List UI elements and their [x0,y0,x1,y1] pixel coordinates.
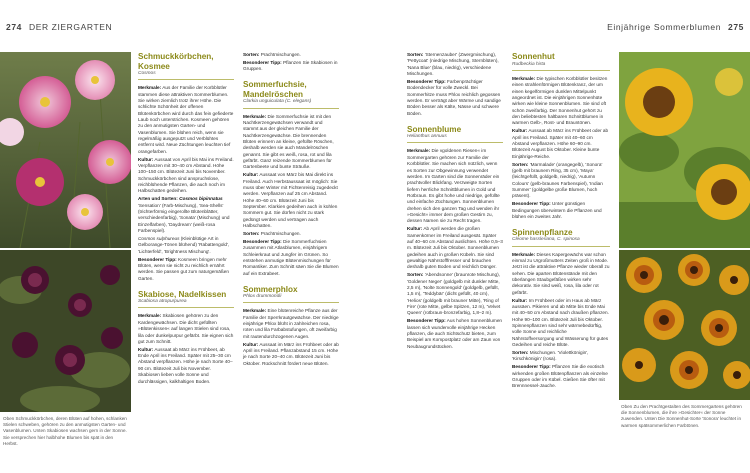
paragraph: Merkmale: Dieses Kapergewächs war schon einmal zu Urgroßmutters Zeiten groß in Mode. Jetzt ist die attraktive Pflanze wieder überall zu sehen. Die aparten Blütenstände mit den überlangen Staubgefäßen wirken sehr dekorativ. Sie sind weiß, rosa, lila oder rot gefärbt. [512,251,610,295]
scabiosa-heading [138,290,234,309]
cosmos-title: Schmuckkörbchen, Kosmee [138,52,214,71]
paragraph: Sorten: Mischungen. 'Violettkönigin', 'Kirschkönigin' (rosa). [512,349,589,362]
scabiosa-latin: Scabiosa atropurpurea [138,299,187,305]
paragraph: Merkmale: Die Sommerfuchsie ist mit den Nachtkerzengewächsen verwandt und stammt aus der gleichen Familie der Nachtkerzengewächse. Die brennenden Blüten erinnern an kleine, gefüllte Röschen, deshalb werden sie auch Mandelröschen genannt. Sie gibt es weiß, rosa, rot und lila gefärbt. Ganz reizende Sommerblumen für Gartenbeete und bunte Sträuße. [243,113,334,170]
clarkia-heading [243,80,339,108]
column-1 [138,52,234,386]
paragraph: Kultur: Ab April werden die großen Samenkörner im Freiland ausgesät. Später auf 40–60 cm Abstand auslichten. Höhe 0,5–3 m. Blütezeit Juli bis Oktober. Sonnenblumen gedeihen auch in großen Kübeln. Sie sind gewaltige Nährstofffresser und brauchen deshalb guten Boden und reichlich Dünger. [407,226,503,270]
right-page-header [607,22,744,32]
rudbeckia-latin: Rudbeckia hirta [512,61,546,67]
paragraph: Sorten: Prachtmischungen. [243,52,301,57]
paragraph: Besonderer Tipp: Aus hohen Sonnenblumen lassen sich wundervolle einjährige Hecken pflanzen, die auch Sichtschutz bieten, zum Beispiel am Kompostplatz oder am Zaun von Neubaugrundstücken. [407,318,503,349]
paragraph: Merkmale: Die typischen Korbblütler besitzen einen strahlenförmigen Blütenkranz, der um einen kegelförmigen dunklen Mittelpunkt angeordnet ist. Die einjährigen Sonnenhüte wirken wie kleine Sonnenblumen. Sie sind oft schön zweifarbig. Der Sonnenhut gehört zu den beliebtesten haltbaren Schnittblumen in warmen Gelb-, Rost- und Brauntönen. [512,75,608,126]
rudbeckia-heading [512,52,610,71]
rudbeckia-title: Sonnenhut [512,52,555,61]
section-rule [512,246,610,247]
paragraph: Merkmale: Eine blütenreiche Pflanze aus der Familie der Sperrkrautgewächse. Der niedrige einjährige Phlox blüht in zahlreichen rosa, roten und lila Farbabstufungen, oft zweifarbig mit rautendurchzogenen Augen. [243,308,339,339]
paragraph: Sorten: 'Abendsonne' (braunrote Mischung), 'Goldener Neger' (goldgelb mit dunkler Mitte, 2,5 m), 'Nolte Sonnengold' (goldgelb, gefüllt, 1,5 m), 'Teddybär' (dicht gefüllt, 40 cm), 'Helios' (goldgelb mit brauner Mitte), 'Ring of Fire' (rote Mitte, gelbe Spitzen, 12 m), 'Velvet Queen' (rotbraun-bronzefarbig, 1,8–2 m). [407,272,501,316]
paragraph: Sorten: Prachtmischungen. [243,230,301,236]
paragraph: Besonderer Tipp: Unter günstigen Bedingungen überwintern die Pflanzen und blühen ein zweites Jahr. [512,201,602,219]
paragraph: Merkmale: Skabiosen gehören zu den Kardengewächsen. Die dicht gefüllten »Blütenkissen« auf langen Stielen sind rosa, lila oder dunkelpurpur gefärbt. Sie eignen sich gut zum Schnitt. [138,313,234,344]
scabiosa-title: Skabiose, Nadelkissen [138,289,227,299]
sunflower-photo [619,52,750,248]
section-rule [243,108,339,109]
section-rule [243,302,339,303]
sunflower-heading [407,125,503,144]
right-photo-caption: Oben Zu den Prachtgestalten des Sommergartens gehören die Sonnenblumen, die ihre »Gesichter« der Sonne zuwenden. Unten Die Sonnenhut-Sorte 'Sonora' leuchtet in warmen spätsommerlichen Farbtönen. [621,404,742,428]
left-page-number: 274 [6,22,22,32]
paragraph: Besonderer Tipp: Kosmeen bringen mehr Blüten, wenn sie nicht zu reichlich ernährt werden. Sie passen gut zum naturgemäßen Garten. [138,256,229,281]
paragraph: Besonderer Tipp: Die Sommerfuchsien zusammen mit Atlasblumen, einjährigem Schleierkraut und Jungfer im Grünen. So entstehen anmutige Blütenmischungen für Romantiker. Zum Schnitt säen Sie die Blumen auf ein Extrabeet. [243,238,339,276]
left-photo-caption: Oben Schmuckkörbchen, deren Blüten auf hohen, schlanken Stielen schweben, gehören zu den anmutigsten Garten- und Vasenblumen. Unten Skabiosen wachsen gern in der Sonne. Sie versprechen hier halbhohe Blumen bis spät in den Herbst. [3,416,127,446]
cleome-heading [512,228,610,247]
section-rule [512,70,610,71]
phlox-title: Sommerphlox [243,284,298,294]
section-rule [138,307,234,308]
sunflower-title: Sonnenblume [407,124,462,134]
paragraph: Besonderer Tipp: Pflanzen Sie die exotisch wirkenden großen Blütenpflanzen als einzelne Gruppen oder im Kübel. Gießen Sie öfter mit Brennnessel-Jauche. [512,364,608,389]
cosmos-latin: Cosmos [138,71,156,76]
paragraph: Merkmale: Aus der Familie der Korbblütler stammen diese attraktiven Sommerblumen. Sie wirken ziemlich trotz ihrer Höhe. Die schlichte Schönheit der offenen Blütenkörbchen wird durch das fein gefiederte Laub noch unterstrichen. Kosmeen gehören zu den anmutigsten Garten- und Vasenblumen. Sie blühen reich, wenn sie regelmäßig ausgeputzt und Verblühtes entfernt wird. Neue Züchtungen leuchten tief orangefarben. [138,85,234,154]
cosmos-photo [0,52,131,248]
column-2 [243,52,339,369]
paragraph: Kultur: Aussaat ab März ins Frühbeet oder ab April ins Freiland. Später mit 40–60 cm Abstand verpflanzen. Höhe 60–90 cm. Blütezeit August bis Oktober. Kleine bunte Einjährige-Reiche. [512,128,609,159]
rudbeckia-photo [619,250,750,400]
paragraph: Kultur: Aussaat von April bis Mai ins Freiland. Verpflanzen mit 30–40 cm Abstand. Höhe 100–150 cm. Blütezeit Juni bis November. Schmuckkörbchen sind anspruchslose, reichblühende Pflanzen, die auch noch im Halbschatten gedeihen. [138,156,234,194]
cosmos-heading [138,52,234,80]
scabiosa-photo [0,250,131,412]
paragraph: Sorten: 'Marmalade' (orangegelb), 'Sonora' (gelb mit braunem Ring, 35 cm), 'Maya' (leichtgefüllt, goldgelb, niedrig), 'Autumn Colours' (gelb-braunes Farbenspiel), 'Indian Summer' (goldgelbe große Blumen, hoch präsent). [512,161,603,199]
paragraph: Kultur: Im Frühbeet oder im Haus ab März aussäen. Pikieren und ab Mitte bis Ende Mai mit 40–50 cm Abstand nach draußen pflanzen. Höhe 90–100 cm. Blütezeit Juli bis Oktober. Spinnenpflanzen sind sehr wärmebedürftig, volle Sonne und reichliche Nährstoffversorgung und Wässerung für gutes Gedeihen und reiche Blüte. [512,297,609,348]
paragraph: Besonderer Tipp: Pflanzen Sie Skabiosen in Gruppen. [243,59,338,72]
sunflower-latin: Helianthus annuus [407,134,447,140]
phlox-latin: Phlox drummondii [243,294,282,300]
clarkia-title: Sommerfuchsie, Mandelröschen [243,80,307,99]
right-page-number: 275 [728,22,744,32]
paragraph: Kultur: Aussaat von März bis Mai direkt ins Freiland. Auch Herbstaussaat ist möglich: Sie muss über Winter mit Fichtenreisig zugedeckt werden. Verpflanzen auf 25 cm Abstand. Höhe 40–60 cm. Blütezeit Juni bis September. Klarkien gedeihen auch in kühlen Sommern gut. Sie dürfen nicht zu stark gedüngt werden und vertragen auch Halbschatten. [243,172,338,228]
section-rule [407,142,503,143]
paragraph: Arten und Sorten: Cosmos bipinnatus 'Sensation' (Farb-Mischung), 'Sea-Shells' (trichterförmig eingerollte Blütenblätter, verschiedenfarbig), 'Sonata' (Mischung) und Einzelfarben), 'Daydream' (weiß-rosa Farbenspiel). [138,196,230,234]
section-rule [138,79,234,80]
right-running-title: Einjährige Sommerblumen [607,22,722,32]
cleome-title: Spinnenpflanze [512,227,573,237]
column-3 [407,52,503,352]
paragraph: Sorten: 'Sternenzauber' (Zwergmischung), 'Pettycoat' (niedrige Mischung, Sternblüten), 'Nana Blue' (blau, niedrig), verschiedene Mischungen. [407,52,499,77]
left-running-title: DER ZIERGARTEN [28,22,113,32]
paragraph: Cosmos sulphureus (Kleinblütige Art in Gelborange-Tönen blühend) 'Rabattengold', 'Lichterfeld', 'Brightness Mischung'. [138,236,230,254]
cleome-latin: Cleome hassleriana, C. spinosa [512,237,580,243]
paragraph: Kultur: Aussaat im März ins Frühbeet oder ab April ins Freiland. Pflanzabstand 15 cm. Höhe je nach Sorte 20–40 cm. Blütezeit Juni bis Oktober. Rückschnitt fördert neue Blüten. [243,341,339,366]
column-4 [512,52,610,391]
paragraph: Besonderer Tipp: Farbenprächtiger Bodendecker für volle Zweckl. Bei Sommerhitze muss Phlox reichlich gegossen werden. Er verträgt aber Wärme und sandige Böden besser als Kälte, Nässe und schwere Böden. [407,78,501,116]
clarkia-latin: Clarkia unguiculata (C. elegans) [243,99,312,105]
phlox-heading [243,285,339,304]
left-page-header [6,22,112,32]
paragraph: Merkmale: Die vgoldenen Riesen« im Sommergarten gehören zur Familie der Korbblütler. Sie machen sich nützlich, wenn es Sorten zur Obgewinnung verwendet werden. Im Garten sind die Sonnenräder ein prachtvoller Blickfang. Verzweigte Sorten liefern herrliche Schnittblumen in Gold und Rotbraun. Es gibt hohe und niedrige, gefüllte und einfache Züchtungen. Sonnenblumen drehen sich den ganzen Tag und wenden ihr »Gesicht« immer dem großen Gestirn zu, dessen Namen sie zu Recht tragen. [407,148,500,224]
paragraph: Kultur: Aussaat ab März ins Frühbeet, ab Ende April ins Freiland. Später mit 25–30 cm Abstand verpflanzen. Höhe je nach Sorte 40–90 cm. Blütezeit Juli bis November. Skabiosen lieben volle Sonne und durchlässigen, kalkhaltigen Boden. [138,346,233,384]
